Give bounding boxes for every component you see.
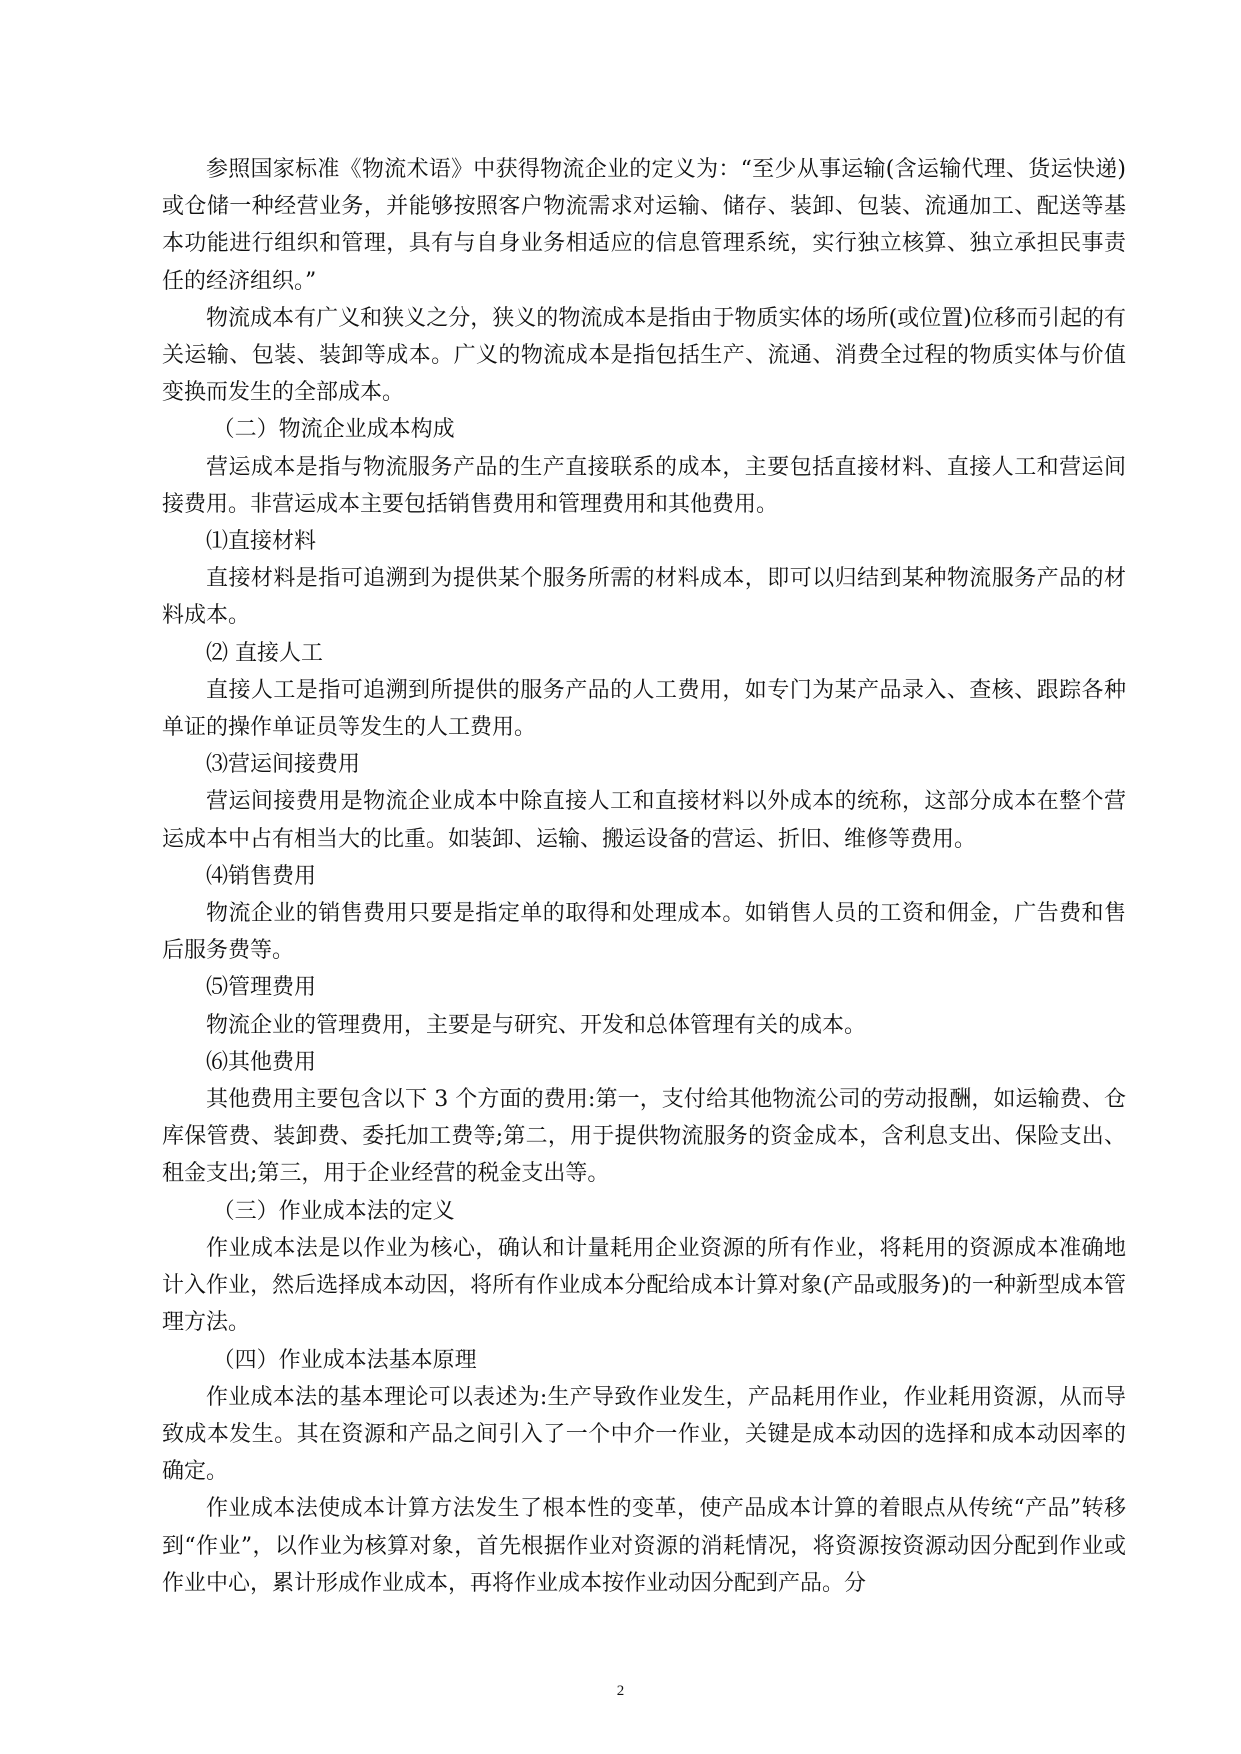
paragraph-logistics-enterprise-definition: 参照国家标准《物流术语》中获得物流企业的定义为：“至少从事运输(含运输代理、货运快递)或仓储一种经营业务，并能够按照客户物流需求对运输、储存、装卸、包装、流通加工、配送等基本功能进行组织和管理，具有与自身业务相适应的信息管理系统，实行独立核算、独立承担民事责任的经济组织。” xyxy=(162,157,1126,294)
page-number: 2 xyxy=(616,1683,625,1699)
subheading-selling-expenses: ⑷销售费用 xyxy=(206,863,317,889)
paragraph-abc-change: 作业成本法使成本计算方法发生了根本性的变革，使产品成本计算的着眼点从传统“产品”转移到“作业”，以作业为核算对象，首先根据作业对资源的消耗情况，将资源按资源动因分配到作业或作业中心，累计形成作业成本，再将作业成本按作业动因分配到产品。分 xyxy=(162,1496,1126,1596)
section-heading-cost-structure: （二）物流企业成本构成 xyxy=(212,417,455,443)
paragraph-other-expenses: 其他费用主要包含以下 3 个方面的费用:第一，支付给其他物流公司的劳动报酬，如运输费、仓库保管费、装卸费、委托加工费等;第二，用于提供物流服务的资金成本，含利息支出、保险支出、租金支出;第三，用于企业经营的税金支出等。 xyxy=(162,1087,1126,1187)
subheading-administrative-expenses: ⑸管理费用 xyxy=(206,975,317,1001)
paragraph-direct-labor: 直接人工是指可追溯到所提供的服务产品的人工费用，如专门为某产品录入、查核、跟踪各种单证的操作单证员等发生的人工费用。 xyxy=(162,677,1126,741)
paragraph-direct-materials: 直接材料是指可追溯到为提供某个服务所需的材料成本，即可以归结到某种物流服务产品的材料成本。 xyxy=(162,566,1126,629)
subheading-direct-labor: ⑵ 直接人工 xyxy=(206,640,323,666)
subheading-other-expenses: ⑹其他费用 xyxy=(206,1049,317,1075)
section-heading-abc-definition: （三）作业成本法的定义 xyxy=(212,1198,455,1224)
subheading-direct-materials: ⑴直接材料 xyxy=(206,529,317,555)
subheading-operating-overhead: ⑶营运间接费用 xyxy=(206,752,361,778)
paragraph-selling-expenses: 物流企业的销售费用只要是指定单的取得和处理成本。如销售人员的工资和佣金，广告费和售后服务费等。 xyxy=(162,901,1126,964)
paragraph-logistics-cost-definition: 物流成本有广义和狭义之分，狭义的物流成本是指由于物质实体的场所(或位置)位移而引起的有关运输、包装、装卸等成本。广义的物流成本是指包括生产、流通、消费全过程的物质实体与价值变换而发生的全部成本。 xyxy=(162,305,1126,406)
paragraph-abc-principle: 作业成本法的基本理论可以表述为:生产导致作业发生，产品耗用作业，作业耗用资源，从而导致成本发生。其在资源和产品之间引入了一个中介一作业，关键是成本动因的选择和成本动因率的确定。 xyxy=(162,1384,1126,1485)
paragraph-administrative-expenses: 物流企业的管理费用，主要是与研究、开发和总体管理有关的成本。 xyxy=(206,1012,867,1038)
document-body xyxy=(162,151,1126,1602)
section-heading-abc-principle: （四）作业成本法基本原理 xyxy=(212,1347,477,1373)
paragraph-operating-cost: 营运成本是指与物流服务产品的生产直接联系的成本，主要包括直接材料、直接人工和营运间接费用。非营运成本主要包括销售费用和管理费用和其他费用。 xyxy=(162,454,1126,517)
paragraph-operating-overhead: 营运间接费用是物流企业成本中除直接人工和直接材料以外成本的统称，这部分成本在整个营运成本中占有相当大的比重。如装卸、运输、搬运设备的营运、折旧、维修等费用。 xyxy=(162,789,1126,852)
paragraph-abc-definition: 作业成本法是以作业为核心，确认和计量耗用企业资源的所有作业，将耗用的资源成本准确地计入作业，然后选择成本动因，将所有作业成本分配给成本计算对象(产品或服务)的一种新型成本管理方法。 xyxy=(162,1235,1126,1336)
